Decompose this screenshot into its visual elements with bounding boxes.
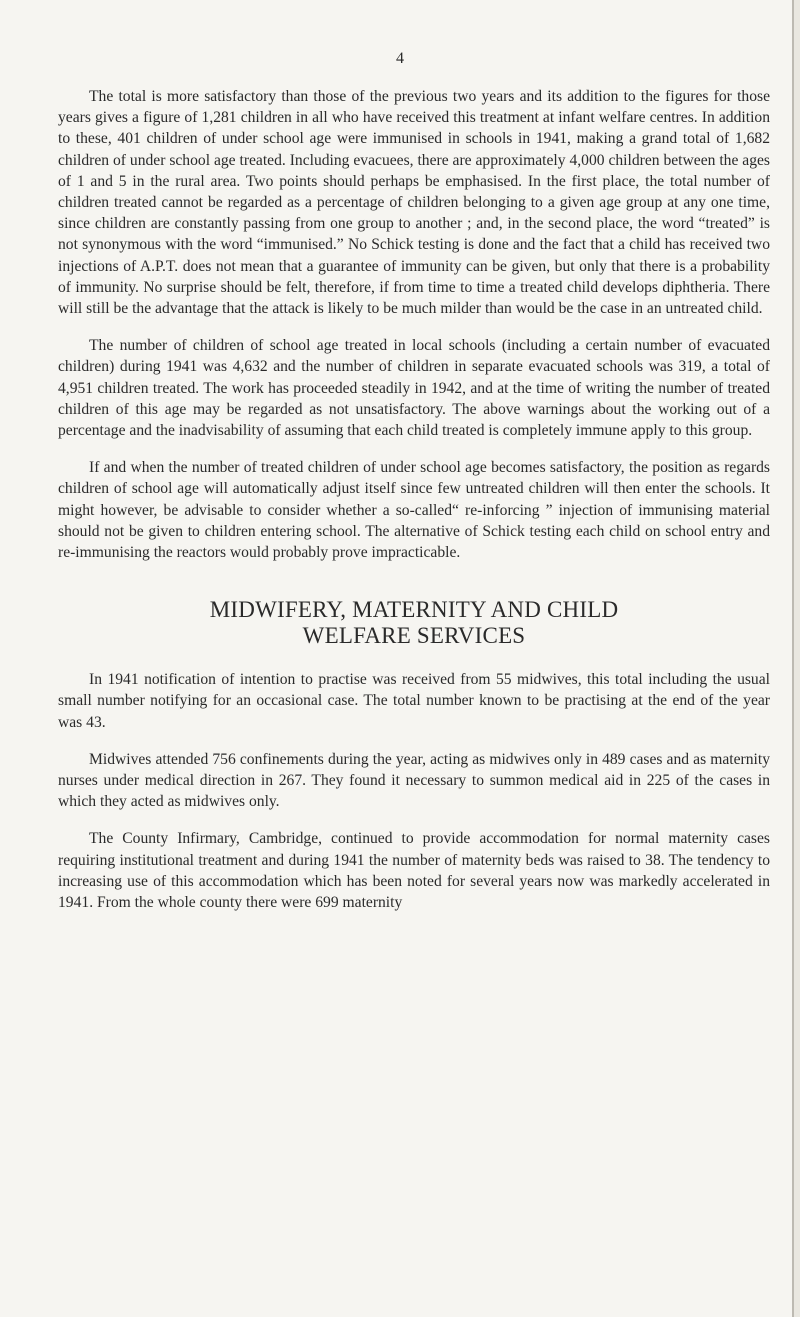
page-edge-line [792, 0, 794, 1317]
page-number: 4 [396, 50, 404, 67]
paragraph-confinements: Midwives attended 756 confinements during the year, acting as midwives only in 489 cases and as maternity nurses under medical direction in 267. They found it necessary to summon medical aid in 225 of the cases in which they acted as midwives only. [58, 750, 770, 811]
paragraph-reinforcing-injection: If and when the number of treated children of under school age becomes satisfactory, the position as regards children of school age will automatically adjust itself since few untreated children will then enter the schools. It might however, be advisable to consider whether a so-called“ re-inforcing ” injection of immunising material should not be given to children entering school. The alternative of Schick testing each child on school entry and re-immunising the reactors would probably prove impracticable. [58, 459, 770, 562]
section-heading [58, 597, 770, 649]
section-heading-line-2: WELFARE SERVICES [302, 623, 526, 649]
paragraph-county-infirmary: The County Infirmary, Cambridge, continued to provide accommodation for normal maternity cases requiring institutional treatment and during 1941 the number of maternity beds was raised to 38. The tendency to increasing use of this accommodation which has been noted for several years now was markedly accelerated in 1941. From the whole county there were 699 maternity [58, 830, 770, 912]
page-edge-shadow [794, 0, 800, 1317]
section-heading-line-1: MIDWIFERY, MATERNITY AND CHILD [209, 597, 619, 623]
document-body [58, 86, 770, 929]
paragraph-school-age-treated: The number of children of school age treated in local schools (including a certain number of evacuated children) during 1941 was 4,632 and the number of children in separate evacuated schools was 319, a total of 4,951 children treated. The work has proceeded steadily in 1942, and at the time of writing the number of treated children of this age may be regarded as not unsatisfactory. The above warnings about the working out of a percentage and the inadvisability of assuming that each child treated is completely immune apply to this group. [58, 337, 770, 440]
paragraph-midwife-notifications: In 1941 notification of intention to practise was received from 55 midwives, this total including the usual small number notifying for an occasional case. The total number known to be practising at the end of the year was 43. [58, 671, 770, 731]
paragraph-immunisation-totals: The total is more satisfactory than those of the previous two years and its addition to the figures for those years gives a figure of 1,281 children in all who have received this treatment at infant welfare centres. In addition to these, 401 children of under school age were immunised in schools in 1941, making a grand total of 1,682 children of under school age treated. Including evacuees, there are approximately 4,000 children between the ages of 1 and 5 in the rural area. Two points should perhaps be emphasised. In the first place, the total number of children treated cannot be regarded as a percentage of children belonging to a given age group at any one time, since children are constantly passing from one group to another ; and, in the second place, the word “treated” is not synonymous with the word “immunised.” No Schick testing is done and the fact that a child has received two injections of A.P.T. does not mean that a guarantee of immunity can be given, but only that there is a probability of immunity. No surprise should be felt, therefore, if from time to time a treated child develops diphtheria. There will still be the advantage that the attack is likely to be much milder than would be the case in an untreated child. [58, 88, 770, 318]
